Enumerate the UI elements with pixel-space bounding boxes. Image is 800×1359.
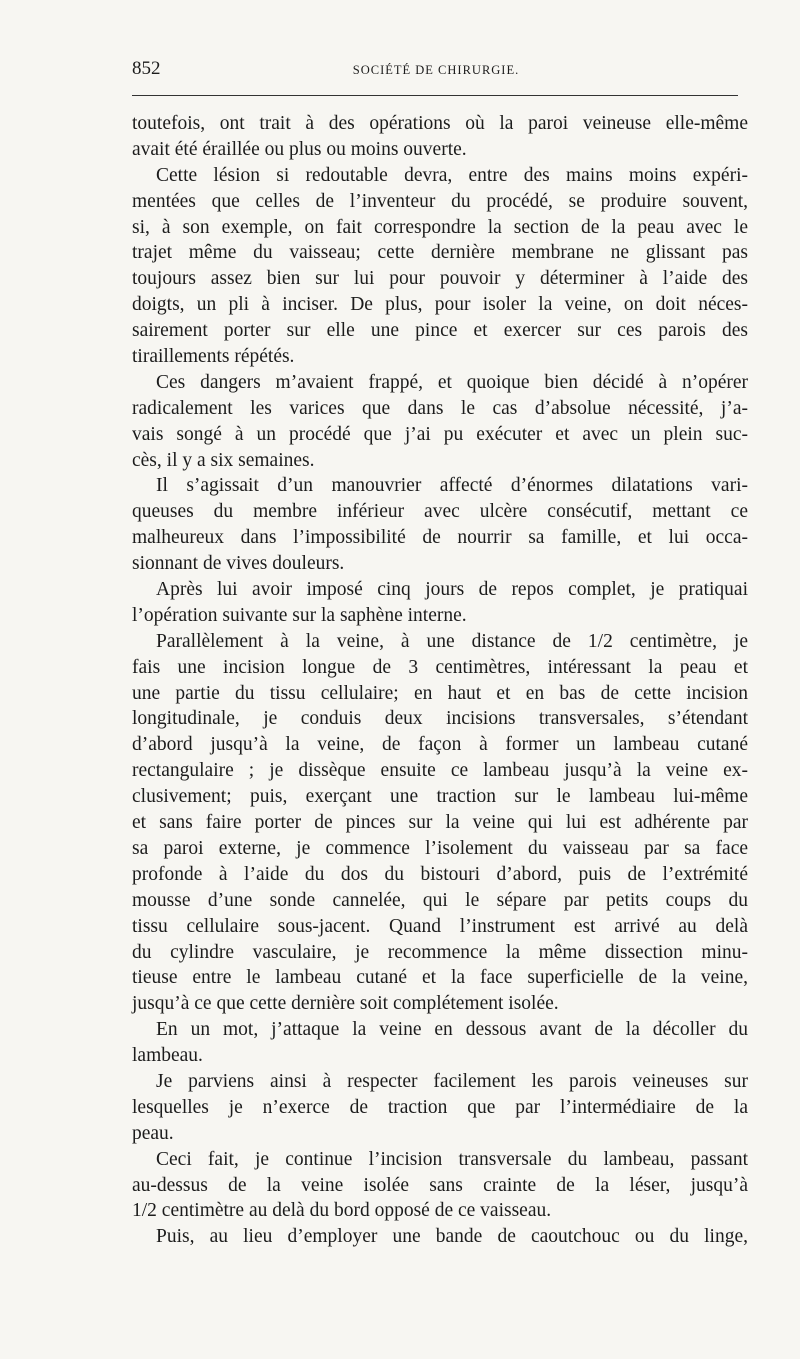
text-line: d’abord jusqu’à la veine, de façon à former un lambeau cutané: [132, 734, 748, 756]
text-line: fais une incision longue de 3 centimètres, intéressant la peau et: [132, 656, 748, 678]
text-line: lambeau.: [132, 1045, 203, 1067]
text-line: au-dessus de la veine isolée sans crainte de la léser, jusqu’à: [132, 1174, 748, 1196]
text-line: mentées que celles de l’inventeur du procédé, se produire souvent,: [132, 190, 748, 212]
body-text: [132, 111, 748, 1250]
text-line: si, à son exemple, on fait correspondre la section de la peau avec le: [132, 216, 748, 238]
text-line: Parallèlement à la veine, à une distance de 1/2 centimètre, je: [156, 630, 748, 652]
text-line: En un mot, j’attaque la veine en dessous avant de la décoller du: [156, 1019, 748, 1041]
text-line: sa paroi externe, je commence l’isolement du vaisseau par sa face: [132, 837, 748, 859]
text-line: vais songé à un procédé que j’ai pu exécuter et avec un plein suc-: [132, 423, 748, 445]
text-line: radicalement les varices que dans le cas d’absolue nécessité, j’a-: [132, 397, 748, 419]
text-line: Cette lésion si redoutable devra, entre des mains moins expéri-: [156, 164, 748, 186]
text-line: jusqu’à ce que cette dernière soit complétement isolée.: [132, 993, 559, 1015]
text-line: avait été éraillée ou plus ou moins ouverte.: [132, 138, 467, 160]
text-line: du cylindre vasculaire, je recommence la même dissection minu-: [132, 941, 748, 963]
text-line: 1/2 centimètre au delà du bord opposé de ce vaisseau.: [132, 1200, 552, 1222]
text-line: toutefois, ont trait à des opérations où la paroi veineuse elle-même: [132, 113, 748, 134]
text-line: tissu cellulaire sous-jacent. Quand l’instrument est arrivé au delà: [132, 915, 748, 937]
text-line: malheureux dans l’impossibilité de nourrir sa famille, et lui occa-: [132, 527, 748, 549]
text-line: trajet même du vaisseau; cette dernière membrane ne glissant pas: [132, 242, 748, 264]
text-line: tiraillements répétés.: [132, 346, 295, 368]
text-line: clusivement; puis, exerçant une traction sur le lambeau lui-même: [132, 786, 748, 808]
text-line: Je parviens ainsi à respecter facilement les parois veineuses sur: [156, 1070, 748, 1092]
text-line: profonde à l’aide du dos du bistouri d’abord, puis de l’extrémité: [132, 863, 748, 885]
text-line: cès, il y a six semaines.: [132, 449, 315, 471]
text-line: rectangulaire ; je dissèque ensuite ce lambeau jusqu’à la veine ex-: [132, 760, 748, 782]
page-number: 852: [132, 58, 161, 79]
text-line: mousse d’une sonde cannelée, qui le sépare par petits coups du: [132, 889, 748, 911]
page-header: [132, 58, 740, 86]
text-line: Ces dangers m’avaient frappé, et quoique bien décidé à n’opérer: [156, 371, 748, 393]
header-rule: [132, 95, 738, 96]
text-line: toujours assez bien sur lui pour pouvoir y déterminer à l’aide des: [132, 268, 748, 290]
text-line: sionnant de vives douleurs.: [132, 553, 345, 575]
text-line: Puis, au lieu d’employer une bande de caoutchouc ou du linge,: [156, 1226, 748, 1248]
text-line: doigts, un pli à inciser. De plus, pour isoler la veine, on doit néces-: [132, 294, 748, 316]
text-line: Ceci fait, je continue l’incision transversale du lambeau, passant: [156, 1148, 748, 1170]
text-line: Il s’agissait d’un manouvrier affecté d’énormes dilatations vari-: [156, 475, 748, 497]
text-line: longitudinale, je conduis deux incisions transversales, s’étendant: [132, 708, 748, 730]
text-line: lesquelles je n’exerce de traction que par l’intermédiaire de la: [132, 1096, 748, 1118]
text-line: une partie du tissu cellulaire; en haut et en bas de cette incision: [132, 682, 748, 704]
text-line: l’opération suivante sur la saphène interne.: [132, 604, 467, 626]
text-line: Après lui avoir imposé cinq jours de repos complet, je pratiquai: [156, 579, 748, 601]
text-line: queuses du membre inférieur avec ulcère consécutif, mettant ce: [132, 501, 748, 523]
text-line: et sans faire porter de pinces sur la veine qui lui est adhérente par: [132, 812, 748, 834]
text-line: tieuse entre le lambeau cutané et la face superficielle de la veine,: [132, 967, 748, 989]
running-title: SOCIÉTÉ DE CHIRURGIE.: [352, 63, 520, 77]
text-line: sairement porter sur elle une pince et exercer sur ces parois des: [132, 320, 748, 342]
text-line: peau.: [132, 1122, 174, 1144]
